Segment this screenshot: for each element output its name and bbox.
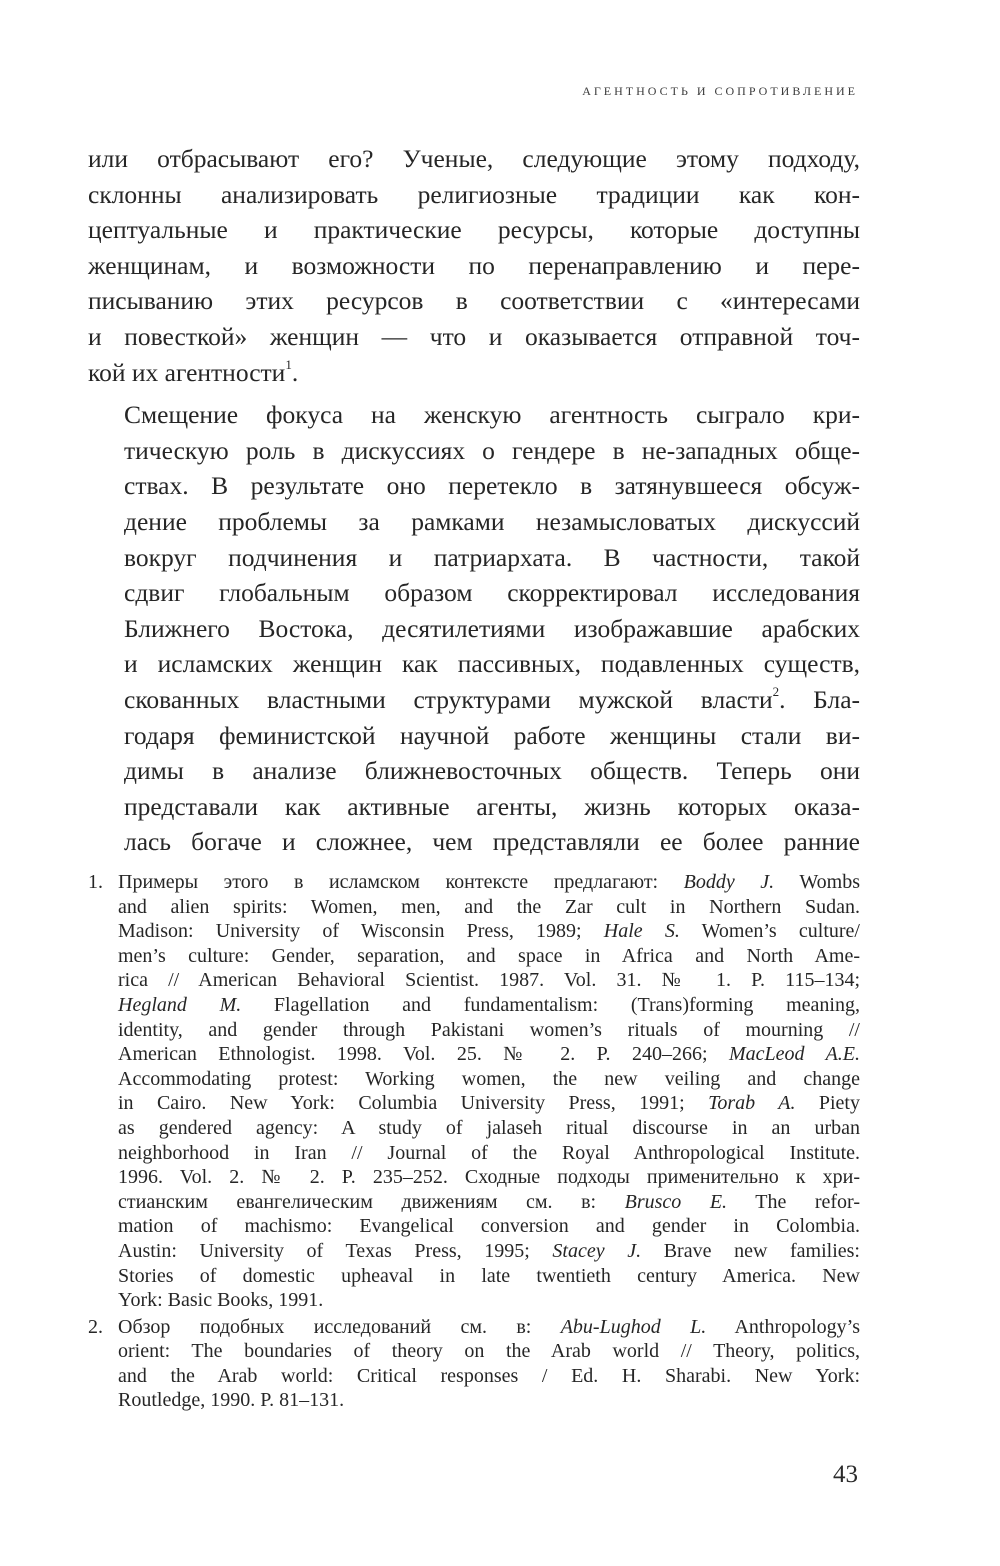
page-number: 43: [833, 1461, 858, 1488]
footnote-line: [118, 1288, 860, 1313]
paragraph-1: [88, 141, 860, 390]
footnote-line: [118, 944, 860, 969]
footnote-number: 1.: [88, 871, 103, 893]
footnote-line: [118, 1165, 860, 1190]
footnote-text: Обзор подобных исследований см. в:: [118, 1315, 561, 1338]
footnote-text: in Cairo. New York: Columbia University Press, 1991;: [118, 1092, 709, 1115]
author-name: MacLeod A.E.: [728, 1043, 861, 1066]
footnote-line: [118, 870, 860, 895]
footnote-line: [118, 1214, 860, 1239]
footnote-line: [118, 919, 860, 944]
footnote-text: Anthropology’s: [706, 1315, 861, 1338]
footnote-line: [118, 1018, 860, 1043]
footnote-text: стианским евангелическим движениям см. в:: [118, 1190, 625, 1213]
footnote-text: Madison: University of Wisconsin Press, 1989;: [118, 920, 604, 943]
footnote-line: [118, 1091, 860, 1116]
footnote-line: [118, 1042, 860, 1067]
text-line: склонны анализировать религиозные традиции как кон-: [88, 179, 860, 209]
text-line: дение проблемы за рамками незамысловатых дискуссий: [124, 506, 860, 536]
footnote-text: Routledge, 1990. P. 81–131.: [118, 1389, 345, 1412]
footnote-text: neighborhood in Iran // Journal of the Royal Anthropological Institute.: [118, 1141, 860, 1164]
text-line: Ближнего Востока, десятилетиями изображавшие арабских: [124, 613, 860, 643]
footnote-text: American Ethnologist. 1998. Vol. 25. № 2. P. 240–266;: [118, 1043, 729, 1066]
footnote-ref-1[interactable]: 1: [285, 357, 292, 373]
footnote-line: [118, 1239, 860, 1264]
footnote-line: [118, 1190, 860, 1215]
text-line: и исламских женщин как пассивных, подавленных существ,: [124, 649, 860, 679]
footnote-text: Flagellation and fundamentalism: (Trans)forming meaning,: [241, 993, 860, 1016]
text-line: и повесткой» женщин — что и оказывается отправной точ-: [88, 321, 860, 351]
text-line: кой их агентности$^1$.: [88, 357, 299, 387]
footnote-text: men’s culture: Gender, separation, and space in Africa and North Ame-: [118, 944, 860, 967]
footnote-text: Accommodating protest: Working women, the new veiling and change: [118, 1067, 860, 1090]
text-line: ствах. В результате оно перетекло в затянувшееся обсуж-: [124, 471, 860, 501]
text-line: годаря феминистской научной работе женщины стали ви-: [124, 720, 860, 750]
footnote-line: [118, 1339, 860, 1364]
text-line: писыванию этих ресурсов в соответствии с «интересами: [88, 286, 860, 316]
main-text: [88, 141, 860, 860]
footnote-text: rica // American Behavioral Scientist. 1987. Vol. 31. № 1. P. 115–134;: [118, 969, 860, 992]
text-line: лась богаче и сложнее, чем представляли ее более ранние: [124, 827, 860, 857]
footnote-text: Brave new families:: [641, 1239, 860, 1262]
footnote-text: 1996. Vol. 2. № 2. P. 235–252. Сходные подходы применительно к хри-: [118, 1166, 860, 1189]
footnote-ref-2[interactable]: 2: [772, 684, 780, 700]
footnote-2: [88, 1315, 860, 1413]
footnote-text: Примеры этого в исламском контексте предлагают:: [118, 871, 684, 893]
author-name: Abu-Lughod L.: [560, 1315, 707, 1338]
text-line: женщинам, и возможности по перенаправлению и пере-: [88, 250, 860, 280]
text-segment: кой их агентности: [88, 357, 286, 387]
text-line: представали как активные агенты, жизнь которых оказа-: [124, 791, 860, 821]
text-line: Смещение фокуса на женскую агентность сыграло кри-: [124, 400, 860, 430]
author-name: Stacey J.: [552, 1239, 642, 1262]
footnote-line: [118, 1116, 860, 1141]
footnote-line: [118, 1364, 860, 1389]
author-name: Torab A.: [708, 1092, 796, 1115]
footnote-line: [118, 895, 860, 920]
text-line: [88, 682, 860, 718]
text-line: цептуальные и практические ресурсы, которые доступны: [88, 215, 860, 245]
text-line: сдвиг глобальным образом скорректировал исследования: [124, 578, 860, 608]
footnote-text: and alien spirits: Women, men, and the Zar cult in Northern Sudan.: [118, 895, 860, 918]
text-line: или отбрасывают его? Ученые, следующие этому подходу,: [88, 144, 860, 173]
footnote-text: Stories of domestic upheaval in late twentieth century America. New: [118, 1264, 860, 1287]
footnote-line: [118, 1264, 860, 1289]
footnote-line: [118, 968, 860, 993]
footnote-line: [118, 1315, 860, 1340]
footnote-text: Women’s culture/: [679, 920, 860, 943]
footnote-line: [118, 1388, 860, 1413]
footnote-line: [118, 993, 860, 1018]
footnotes: [88, 870, 860, 1415]
author-name: Hale S.: [603, 920, 680, 943]
text-line: тическую роль в дискуссиях о гендере в не-западных обще-: [124, 435, 860, 465]
footnote-text: and the Arab world: Critical responses / Ed. H. Sharabi. New York:: [118, 1364, 860, 1387]
paragraph-2: [88, 397, 860, 860]
footnote-1: [88, 870, 860, 1313]
footnote-line: [118, 1067, 860, 1092]
footnote-text: Austin: University of Texas Press, 1995;: [118, 1239, 553, 1262]
footnote-text: identity, and gender through Pakistani women’s rituals of mourning //: [118, 1018, 860, 1041]
text-line: вокруг подчинения и патриархата. В частности, такой: [124, 542, 860, 572]
author-name: Brusco E.: [624, 1190, 728, 1213]
footnote-text: York: Basic Books, 1991.: [118, 1289, 324, 1312]
text-segment: скованных властными структурами мужской власти: [124, 684, 773, 714]
text-line: димы в анализе ближневосточных обществ. Теперь они: [124, 756, 860, 786]
text-segment: . Бла-: [779, 684, 861, 714]
footnote-text: The refor-: [727, 1190, 860, 1213]
footnote-text: Wombs: [774, 871, 860, 893]
author-name: Boddy J.: [683, 871, 775, 893]
author-name: Hegland M.: [118, 993, 242, 1016]
footnote-number: 2.: [88, 1315, 103, 1338]
footnote-line: [118, 1141, 860, 1166]
footnote-text: mation of machismo: Evangelical conversion and gender in Colombia.: [118, 1215, 860, 1238]
footnote-text: as gendered agency: A study of jalaseh ritual discourse in an urban: [118, 1116, 860, 1139]
footnote-text: orient: The boundaries of theory on the Arab world // Theory, politics,: [118, 1340, 860, 1363]
running-head: АГЕНТНОСТЬ И СОПРОТИВЛЕНИЕ: [582, 84, 858, 98]
footnote-text: Piety: [795, 1092, 860, 1115]
